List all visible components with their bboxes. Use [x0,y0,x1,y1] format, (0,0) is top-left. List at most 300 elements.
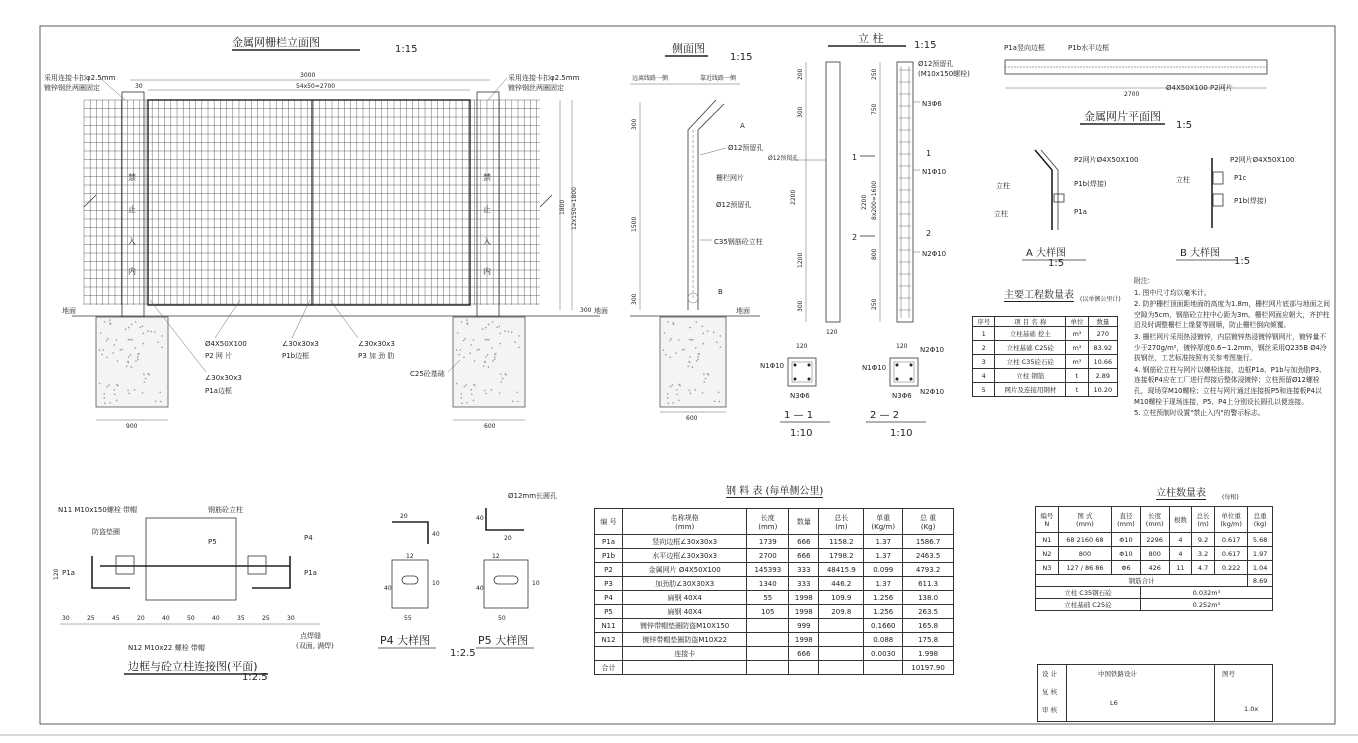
table-cell: 扁钢 40X4 [623,605,747,619]
post-dim-l4: 1200 [797,252,804,268]
p4-dim-2: 40 [432,531,440,538]
table-cell: 1340 [747,577,789,591]
table-row [595,619,954,633]
elevation-title: 金属网栅栏立面图 [232,36,320,49]
conn-label-p4: P4 [304,534,313,542]
table-cell: 127 / 86 86 [1058,561,1111,575]
conn-label-p5: P5 [208,538,217,546]
elevation-scale: 1:15 [395,44,418,55]
table-cell: Φ6 [1112,561,1141,575]
elev-dim-height: 1800 [559,199,566,215]
sign-char-l1: 禁 [128,173,136,182]
elev-ground-right: 地面 [594,307,608,315]
table-header-cell: 长度 (mm) [1140,507,1169,533]
s1-scale: 1:10 [790,428,813,439]
table-cell: 333 [789,563,819,577]
s2-label-n2-top: N2Φ10 [920,346,945,354]
table-cell: 2463.5 [903,549,954,563]
p4-dim-3: 12 [406,553,414,560]
label-p1a-name: P1a边框 [205,387,232,395]
table-row [595,661,954,675]
conn-label-n12: N12 M10x22 螺栓 带帽 [128,644,205,652]
mesh-panel [84,100,552,305]
table-cell: 0.032m³ [1140,587,1272,599]
table-cell: P1a [595,535,623,549]
table-row [973,355,1118,369]
table-cell: 0.0030 [864,647,903,661]
table-row [595,591,954,605]
post-view [768,31,970,336]
table-cell: 165.8 [903,619,954,633]
plan-scale: 1:5 [1176,120,1193,131]
post-label-n1: N1Φ10 [922,168,947,176]
label-p2-name: P2 网 片 [205,352,233,360]
elev-dim-height-mesh: 12x150=1800 [571,187,578,230]
post-scale: 1:15 [914,40,937,51]
post-dim-l2: 300 [797,106,804,118]
table-header-cell: 序号 [973,317,995,327]
detailB-scale: 1:5 [1234,256,1251,267]
post-title: 立 柱 [858,32,884,45]
detailA-label-3: P1a [1074,208,1087,216]
table-cell: 立柱基础 挖土 [995,327,1066,341]
table-header-cell: 总重 (kg) [1248,507,1273,533]
elev-dim-v1: 300 [580,307,592,314]
s2-label-n3: N3Φ6 [892,392,912,400]
table-cell: 10197.90 [903,661,954,675]
p4-dim-6: 40 [384,585,392,592]
table-cell: 立柱 C35钢石砼 [1036,587,1141,599]
table-cell: 2296 [1140,533,1169,547]
table-cell: Φ10 [1112,547,1141,561]
p5-dim-7: 10 [532,580,540,587]
p5-dim-6: 40 [476,585,484,592]
post-dim-r3: 8x200=1600 [871,180,878,220]
table-cell: 合计 [595,661,623,675]
table-cell: m³ [1066,341,1088,355]
side-dim-3: 300 [631,293,638,305]
s1-label-n1: N1Φ10 [760,362,785,370]
p5-title: P5 大样图 [478,634,529,647]
quantity-table [972,316,1118,397]
plan-dim: 2700 [1124,91,1140,98]
table-cell: N1 [1036,533,1059,547]
table-cell: P2 [595,563,623,577]
steel-table [594,508,954,675]
table-cell: 666 [789,549,819,563]
section-2-2 [862,343,944,439]
table-cell: 1586.7 [903,535,954,549]
side-foundation [660,317,726,407]
table-row [973,341,1118,355]
post-front [826,62,840,322]
table-cell: 0.617 [1214,533,1247,547]
detailB-label-2: P1c [1234,174,1247,182]
table-header-cell: 项 目 名 称 [995,317,1066,327]
side-dim-1: 300 [631,118,638,130]
table-header-cell: 总 重 (Kg) [903,509,954,535]
table-cell: 263.5 [903,605,954,619]
detailA-scale: 1:5 [1048,258,1065,269]
post-hole-label: Ø12预留孔 [768,155,799,162]
table-cell: 1998 [789,633,819,647]
table-row [595,605,954,619]
post-label-hole2: (M10x150螺栓) [918,70,970,78]
label-p1b-name: P1b边框 [282,352,310,360]
side-scale: 1:15 [730,52,753,63]
table-row [973,383,1118,397]
p5-dim-2: 20 [504,535,512,542]
table-cell [595,647,623,661]
conn-dim: 45 [112,615,120,622]
table-cell: 800 [1140,547,1169,561]
table-header-cell: 单位 [1066,317,1088,327]
elev-dim-side: 30 [135,83,143,90]
table-cell: 4 [1169,547,1192,561]
table-cell: 68 2160 68 [1058,533,1111,547]
table-cell: 0.1660 [864,619,903,633]
post-cut-1: 1 [852,153,858,162]
label-p3-name: P3 加 劲 肋 [358,352,395,360]
notes-block [1134,276,1330,420]
table-cell: 800 [1058,547,1111,561]
table-row [1036,599,1273,611]
conn-dim: 25 [262,615,270,622]
table-cell [747,619,789,633]
qty-table-subtitle: (以单侧公里计) [1080,296,1121,303]
p5-dim-4: 12 [492,553,500,560]
table-cell: 1.04 [1248,561,1273,575]
detail-a [994,150,1139,269]
table-header-cell: 根数 [1169,507,1192,533]
side-dim-2: 1500 [631,216,638,232]
table-row [1036,547,1273,561]
elev-dim-total: 3000 [300,72,316,79]
p5-hole: Ø12mm长圆孔 [508,492,558,500]
detailA-label-5: 立柱 [994,210,1008,218]
table-header-cell: 数量 [789,509,819,535]
post-cut-1r: 1 [926,149,932,158]
s1-label-n3: N3Φ6 [790,392,810,400]
table-cell: 105 [747,605,789,619]
post-dim-r2: 750 [871,103,878,115]
table-header-cell: 编号 N [1036,507,1059,533]
side-ground: 地面 [736,307,750,315]
table-cell: P3 [595,577,623,591]
table-cell: P1b [595,549,623,563]
side-view [630,42,763,422]
table-cell [789,661,819,675]
side-label-a: A [740,122,745,130]
table-header-cell: 总长 (m) [1192,507,1215,533]
table-header-cell: 直径 (mm) [1112,507,1141,533]
elev-ground-left: 地面 [62,307,76,315]
table-cell: 426 [1140,561,1169,575]
table-cell: 270 [1088,327,1117,341]
table-cell: 2700 [747,549,789,563]
detailB-label-4: 立柱 [1176,176,1190,184]
table-row [1036,575,1273,587]
steel-table-title: 钢 料 表 (每单侧公里) [726,482,823,498]
conn-dim: 50 [187,615,195,622]
table-cell: 3 [973,355,995,369]
table-cell [864,661,903,675]
p4-dim-1: 20 [400,513,408,520]
s2-label-n1: N1Φ10 [862,364,887,372]
conn-label-p1a-r: P1a [304,569,317,577]
table-cell: N3 [1036,561,1059,575]
table-header-cell: 名称规格 (mm) [623,509,747,535]
table-cell: 1998 [789,605,819,619]
conn-post [146,518,236,600]
post-dim-l1: 200 [797,68,804,80]
table-cell: 镀锌带帽垫圈防盗M10X22 [623,633,747,647]
table-cell: 1998 [789,591,819,605]
elevation-view [44,35,608,430]
plan-view [1004,43,1267,131]
detailB-label-1: P2网片Ø4X50X100 [1230,156,1295,164]
table-cell: 2.89 [1088,369,1117,383]
table-cell: t [1066,383,1088,397]
side-label-mesh: 栅栏网片 [716,174,744,182]
s1-dim: 120 [796,343,808,350]
table-cell: 0.617 [1214,547,1247,561]
p5-dim-1: 40 [476,515,484,522]
table-cell: 0.088 [864,633,903,647]
table-cell: 446.2 [819,577,864,591]
table-cell: 1.256 [864,605,903,619]
table-cell [747,647,789,661]
table-cell: N2 [1036,547,1059,561]
p5-detail [476,491,557,648]
s2-scale: 1:10 [890,428,913,439]
conn-label-weld: 点焊缝 [300,632,321,640]
table-row [595,633,954,647]
table-cell: 48415.9 [819,563,864,577]
detailA-label-1: P2网片Ø4X50X100 [1074,156,1139,164]
conn-label-washer: 防盗垫圈 [92,528,120,536]
conn-scale: 1:2.5 [242,672,268,683]
plan-label-p1b: P1b水平边框 [1068,44,1110,52]
table-row [973,369,1118,383]
p4-title: P4 大样图 [380,634,431,647]
post-label-n3: N3Φ6 [922,100,942,108]
post-dim-w: 120 [826,329,838,336]
table-cell: P5 [595,605,623,619]
p4-dim-5: 10 [432,580,440,587]
p5-dim-3: 50 [498,615,506,622]
table-cell: 5 [973,383,995,397]
table-cell: 竖向边框∠30x30x3 [623,535,747,549]
table-cell: 109.9 [819,591,864,605]
sign-char-l4: 内 [128,267,136,276]
p4-detail [378,513,476,659]
conn-label-n11: N11 M10x150螺栓 带帽 [58,506,138,514]
table-cell [819,661,864,675]
tb-l1: 设 计 [1042,670,1058,678]
conn-dim: 30 [62,615,70,622]
table-row [1036,587,1273,599]
post-quantity-table [1035,506,1273,611]
p4-scale: 1:2.5 [450,648,476,659]
label-p1a-spec: ∠30x30x3 [205,374,242,382]
tb-c2: L6 [1110,699,1118,707]
plan-title: 金属网片平面图 [1084,110,1161,123]
table-cell [819,647,864,661]
post-label-n2: N2Φ10 [922,250,947,258]
table-cell: 1.37 [864,549,903,563]
post-dim-r6: 250 [871,298,878,310]
elev-dim-mesh: 54x50=2700 [296,83,336,90]
table-cell: t [1066,369,1088,383]
table-cell: 扁钢 40X4 [623,591,747,605]
table-cell: 连接卡 [623,647,747,661]
plan-label-p1a: P1a竖向边框 [1004,44,1045,52]
table-cell: 3.2 [1192,547,1215,561]
side-label-b: B [718,288,723,296]
table-cell: 镀锌带帽垫圈防盗M10X150 [623,619,747,633]
post-cut-2: 2 [852,233,858,242]
elev-found-dim-r: 600 [484,423,496,430]
conn-dim-h: 120 [53,568,60,580]
table-row [595,563,954,577]
conn-title: 边框与砼立柱连接图(平面) [128,660,258,673]
sign-char-l3: 入 [128,237,136,246]
s1-title: 1 — 1 [784,410,814,421]
table-cell: 加劲肋∠30X30X3 [623,577,747,591]
table-cell: 4 [1169,533,1192,547]
table-cell: 水平边框∠30x30x3 [623,549,747,563]
detailA-title: A 大样图 [1026,248,1067,259]
elev-note-right-2: 镀锌钢丝两圈固定 [508,84,564,92]
elev-note-left-1: 采用连接卡扣φ2.5mm [44,74,116,82]
table-cell [819,633,864,647]
table-cell: 5.68 [1248,533,1273,547]
p4-dim-7: 55 [404,615,412,622]
table-cell: 1.37 [864,577,903,591]
table-header-cell: 单重 (Kg/m) [864,509,903,535]
conn-label-weld2: (双面, 满焊) [296,642,334,650]
table-cell [747,633,789,647]
tb-c1: 中国铁路设计 [1098,670,1137,678]
post-table-subtitle: (每根) [1222,494,1239,501]
elev-note-right-1: 采用连接卡扣φ2.5mm [508,74,580,82]
plan-label-mesh: Ø4X50X100 P2网片 [1166,84,1233,92]
side-title: 侧面图 [672,42,705,55]
detailA-label-2: P1b(焊接) [1074,180,1107,188]
table-cell [747,661,789,675]
tb-r2: 1.0x [1244,705,1259,713]
table-cell: 55 [747,591,789,605]
table-cell: 0.222 [1214,561,1247,575]
table-cell: 4.7 [1192,561,1215,575]
conn-label-post: 钢筋砼立柱 [208,506,243,514]
tb-l3: 审 核 [1042,706,1058,714]
table-cell: 1.998 [903,647,954,661]
post-cut-2r: 2 [926,229,932,238]
table-cell: 1.97 [1248,547,1273,561]
foundation-right [453,317,525,407]
table-cell: 2 [973,341,995,355]
sign-char-r4: 内 [483,267,491,276]
detail-b [1176,155,1295,267]
table-header-cell: 图 式 (mm) [1058,507,1111,533]
table-cell: 138.0 [903,591,954,605]
table-cell: 4793.2 [903,563,954,577]
post-dim-r1: 250 [871,68,878,80]
elev-found-dim-l: 900 [126,423,138,430]
detailB-title: B 大样图 [1180,248,1221,259]
table-cell: 立柱基础 C25砼 [1036,599,1141,611]
post-label-hole: Ø12预留孔 [918,60,954,68]
table-header-cell: 编 号 [595,509,623,535]
table-cell: 8.69 [1248,575,1273,587]
side-dim-bottom: 600 [686,415,698,422]
post-dim-r5: 800 [871,248,878,260]
s2-label-n2-bot: N2Φ10 [920,388,945,396]
foundation-left [96,317,168,407]
table-row [595,647,954,661]
detailA-label-4: 立柱 [996,182,1010,190]
tb-l2: 复 核 [1042,688,1058,696]
table-row [595,549,954,563]
section-1-1 [760,343,830,439]
table-cell: m³ [1066,355,1088,369]
connection-detail [53,505,334,683]
table-cell: N12 [595,633,623,647]
post-dim-r4: 2200 [861,194,868,210]
table-cell: 666 [789,535,819,549]
post-dim-l3: 2200 [790,189,797,205]
table-cell: 网片及连接用钢材 [995,383,1066,397]
table-cell: 11 [1169,561,1192,575]
side-right-tag: 靠近线路一侧 [700,75,737,82]
note-item: 5. 立柱预制时设置"禁止入内"的警示标志。 [1134,409,1265,418]
table-cell: 金属网片 Ø4X50X100 [623,563,747,577]
table-cell: 10.66 [1088,355,1117,369]
table-cell: 999 [789,619,819,633]
note-item: 1. 图中尺寸均以毫米计。 [1134,288,1211,297]
table-cell: 10.20 [1088,383,1117,397]
table-header-cell: 长度 (mm) [747,509,789,535]
table-cell: 611.3 [903,577,954,591]
table-cell: N11 [595,619,623,633]
elev-note-left-2: 镀锌钢丝两圈固定 [44,84,100,92]
table-cell [819,619,864,633]
table-cell: 83.92 [1088,341,1117,355]
post-dim-l5: 300 [797,300,804,312]
conn-dim: 40 [212,615,220,622]
table-cell: 9.2 [1192,533,1215,547]
table-cell: 209.8 [819,605,864,619]
table-cell: 立柱 C35砼石砼 [995,355,1066,369]
table-cell: 钢筋合计 [1036,575,1248,587]
table-cell: 145393 [747,563,789,577]
conn-dim: 35 [237,615,245,622]
note-item: 4. 钢筋砼立柱与网片以螺栓连接，边框P1a、P1b与加劲肋P3、连接板P4应在工厂进行焊接后整体浸镀锌；立柱预留Ø12螺栓孔，现场穿M10螺栓；立柱与网片通过连接板P5和连接板P4以M10螺栓于现场连接，P5、P4上分别设长圆孔以便连接。 [1134,365,1326,406]
side-left-tag: 远离线路一侧 [632,75,669,82]
tb-r1: 图号 [1222,670,1235,678]
side-label-post: C35钢筋砼立柱 [714,238,763,246]
label-p3-spec: ∠30x30x3 [358,340,395,348]
conn-dim: 20 [137,615,145,622]
table-row [1036,533,1273,547]
s2-dim: 120 [896,343,908,350]
table-cell: 4 [973,369,995,383]
table-cell: 1158.2 [819,535,864,549]
table-header-cell: 单位重 (kg/m) [1214,507,1247,533]
table-cell: 175.8 [903,633,954,647]
